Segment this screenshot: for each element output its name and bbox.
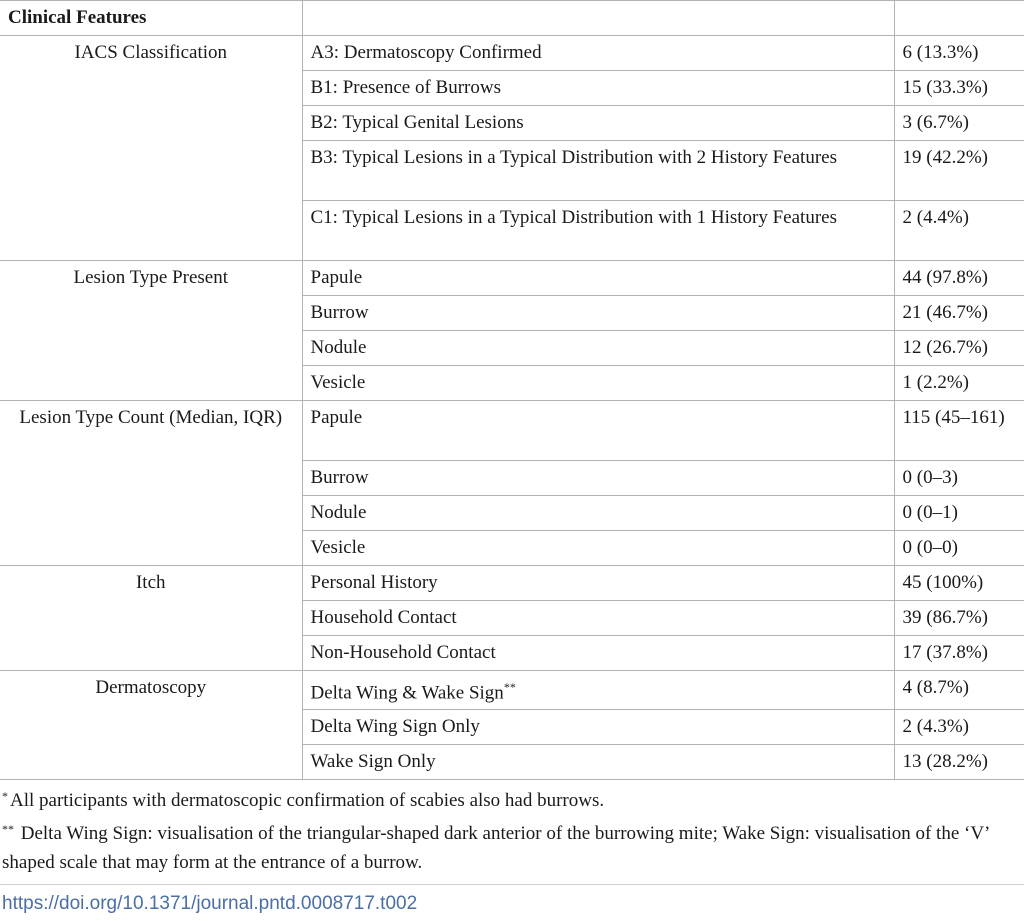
category-cell: Lesion Type Count (Median, IQR): [0, 401, 302, 566]
doi-link[interactable]: https://doi.org/10.1371/journal.pntd.0008717.t002: [2, 893, 418, 914]
row-label: Household Contact: [302, 601, 894, 636]
footnote-marker: *: [2, 789, 8, 803]
row-value: 15 (33.3%): [894, 71, 1024, 106]
row-value: 0 (0–0): [894, 531, 1024, 566]
row-value: 2 (4.3%): [894, 710, 1024, 745]
row-value: 3 (6.7%): [894, 106, 1024, 141]
row-value: 0 (0–3): [894, 461, 1024, 496]
category-cell: Dermatoscopy: [0, 671, 302, 780]
row-value: 45 (100%): [894, 566, 1024, 601]
row-label: Non-Household Contact: [302, 636, 894, 671]
footnote-2: [2, 815, 1024, 877]
row-value: 115 (45–161): [894, 401, 1024, 461]
row-value: 39 (86.7%): [894, 601, 1024, 636]
row-label: Papule: [302, 261, 894, 296]
table-row: [0, 261, 1024, 296]
footnote-text: Delta Wing Sign: visualisation of the triangular-shaped dark anterior of the burrowing mite; Wake Sign: visualisation of the ‘V’ shaped scale that may form at the entrance of a burrow.: [2, 823, 989, 873]
row-label-text: Delta Wing & Wake Sign: [310, 682, 504, 704]
row-value: 21 (46.7%): [894, 296, 1024, 331]
row-label: A3: Dermatoscopy Confirmed: [302, 36, 894, 71]
footnote-1: [2, 782, 1024, 815]
divider: [0, 884, 1024, 885]
row-label: [302, 671, 894, 710]
category-cell: Itch: [0, 566, 302, 671]
table-row: [0, 401, 1024, 461]
row-value: 12 (26.7%): [894, 331, 1024, 366]
footnote-text: All participants with dermatoscopic confirmation of scabies also had burrows.: [10, 790, 605, 811]
row-value: 44 (97.8%): [894, 261, 1024, 296]
row-value: 1 (2.2%): [894, 366, 1024, 401]
footnote-marker: **: [2, 822, 14, 836]
row-label: B2: Typical Genital Lesions: [302, 106, 894, 141]
row-label: Burrow: [302, 461, 894, 496]
footnotes: [0, 782, 1024, 877]
row-value: 19 (42.2%): [894, 141, 1024, 201]
table-row: [0, 36, 1024, 71]
footnote-marker: **: [503, 680, 516, 694]
table-title: Clinical Features: [0, 1, 302, 36]
row-value: 13 (28.2%): [894, 745, 1024, 780]
row-label: Delta Wing Sign Only: [302, 710, 894, 745]
table-row: [0, 566, 1024, 601]
row-label: Burrow: [302, 296, 894, 331]
row-value: 2 (4.4%): [894, 201, 1024, 261]
header-col2: [302, 1, 894, 36]
table-header-row: [0, 1, 1024, 36]
row-label: B3: Typical Lesions in a Typical Distribution with 2 History Features: [302, 141, 894, 201]
row-label: Nodule: [302, 496, 894, 531]
row-label: Wake Sign Only: [302, 745, 894, 780]
row-label: Vesicle: [302, 531, 894, 566]
row-label: Personal History: [302, 566, 894, 601]
row-value: 0 (0–1): [894, 496, 1024, 531]
row-label: Vesicle: [302, 366, 894, 401]
table-row: [0, 671, 1024, 710]
row-label: C1: Typical Lesions in a Typical Distribution with 1 History Features: [302, 201, 894, 261]
header-col3: [894, 1, 1024, 36]
row-value: 6 (13.3%): [894, 36, 1024, 71]
category-cell: Lesion Type Present: [0, 261, 302, 401]
row-value: 4 (8.7%): [894, 671, 1024, 710]
row-label: Papule: [302, 401, 894, 461]
row-value: 17 (37.8%): [894, 636, 1024, 671]
category-cell: IACS Classification: [0, 36, 302, 261]
row-label: Nodule: [302, 331, 894, 366]
row-label: B1: Presence of Burrows: [302, 71, 894, 106]
